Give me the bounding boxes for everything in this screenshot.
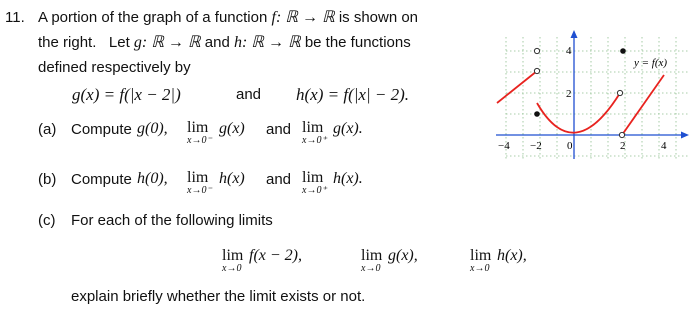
g-definition: g(x) = f(|x − 2|) <box>72 85 181 104</box>
problem-number: 11. <box>5 9 25 26</box>
intro-text-end: is shown on <box>338 9 419 26</box>
part-a-limit-2-expr: g(x). <box>333 120 363 137</box>
part-c-limit-2 <box>361 247 382 274</box>
tick-label-x-4: 4 <box>661 140 667 152</box>
lim-word: lim <box>302 169 324 186</box>
part-b-label: (b) <box>38 171 57 188</box>
intro-line-1 <box>38 9 418 27</box>
part-b-limit-2-expr: h(x). <box>333 170 363 187</box>
part-a-and: and <box>266 121 292 138</box>
tick-label-x-0: 0 <box>567 140 573 152</box>
intro-line2-c: be the functions <box>304 34 411 51</box>
lim-word: lim <box>187 169 209 186</box>
part-c-text: For each of the following limits <box>71 212 273 229</box>
curve-label: y = f(x) <box>634 57 668 69</box>
part-c-limit-3 <box>470 247 491 274</box>
open-point-2-2 <box>617 90 622 95</box>
part-b-value: h(0), <box>137 170 168 187</box>
lim-subscript: x→0 <box>470 263 490 274</box>
part-b-and: and <box>266 171 292 188</box>
curve-right-branch <box>622 75 664 135</box>
part-c-closing: explain briefly whether the limit exists or not. <box>71 288 366 305</box>
lim-word: lim <box>361 247 383 264</box>
part-c-limit-2-expr: g(x), <box>388 247 418 264</box>
lim-subscript: x→0⁻ <box>187 185 212 196</box>
part-c-limit-3-expr: h(x), <box>497 247 527 264</box>
intro-line2-a: the right. <box>38 34 97 51</box>
closed-point-neg2-1 <box>534 111 540 117</box>
part-b-limit-2 <box>302 169 327 196</box>
and-separator: and <box>236 86 262 103</box>
intro-text: A portion of the graph of a function <box>38 9 268 26</box>
lim-subscript: x→0⁺ <box>302 185 327 196</box>
lim-word: lim <box>470 247 492 264</box>
tick-label-y-2: 2 <box>566 88 572 100</box>
points <box>534 48 626 137</box>
f-mapping: f: ℝ → ℝ <box>271 9 335 26</box>
intro-line-3: defined respectively by <box>38 59 191 76</box>
intro-line-2 <box>38 34 411 52</box>
part-a-label: (a) <box>38 121 57 138</box>
lim-subscript: x→0⁻ <box>187 135 212 146</box>
open-point-neg2-2 <box>534 68 539 73</box>
curve-parabola <box>537 93 620 133</box>
part-a-value: g(0), <box>137 120 168 137</box>
lim-word: lim <box>302 119 324 136</box>
h-definition: h(x) = f(|x| − 2). <box>296 85 409 104</box>
part-a-limit-1-expr: g(x) <box>219 120 245 137</box>
curve-left-branch <box>497 71 537 103</box>
lim-subscript: x→0 <box>222 263 242 274</box>
intro-line2-b: Let <box>108 34 130 51</box>
tick-label-x-neg4: −4 <box>498 140 510 152</box>
open-point-2-0 <box>619 132 624 137</box>
lim-subscript: x→0 <box>361 263 381 274</box>
part-a-limit-1 <box>187 119 212 146</box>
part-c-limit-1-expr: f(x − 2), <box>249 247 302 264</box>
g-mapping: g: ℝ → ℝ <box>133 34 201 51</box>
closed-point-2-4 <box>620 48 626 54</box>
function-graph <box>492 27 692 162</box>
part-b-limit-1-expr: h(x) <box>219 170 245 187</box>
curve <box>497 71 664 135</box>
part-a-text: Compute <box>71 121 132 138</box>
part-c-limit-1 <box>222 247 243 274</box>
part-b-limit-1 <box>187 169 212 196</box>
tick-label-y-4: 4 <box>566 45 572 57</box>
open-point-neg2-4 <box>534 48 539 53</box>
part-a-limit-2 <box>302 119 327 146</box>
tick-label-x-2: 2 <box>620 140 626 152</box>
tick-label-x-neg2: −2 <box>530 140 542 152</box>
lim-word: lim <box>222 247 244 264</box>
lim-word: lim <box>187 119 209 136</box>
and-word: and <box>204 34 230 51</box>
part-b-text: Compute <box>71 171 132 188</box>
lim-subscript: x→0⁺ <box>302 135 327 146</box>
h-mapping: h: ℝ → ℝ <box>233 34 301 51</box>
part-c-label: (c) <box>38 212 56 229</box>
